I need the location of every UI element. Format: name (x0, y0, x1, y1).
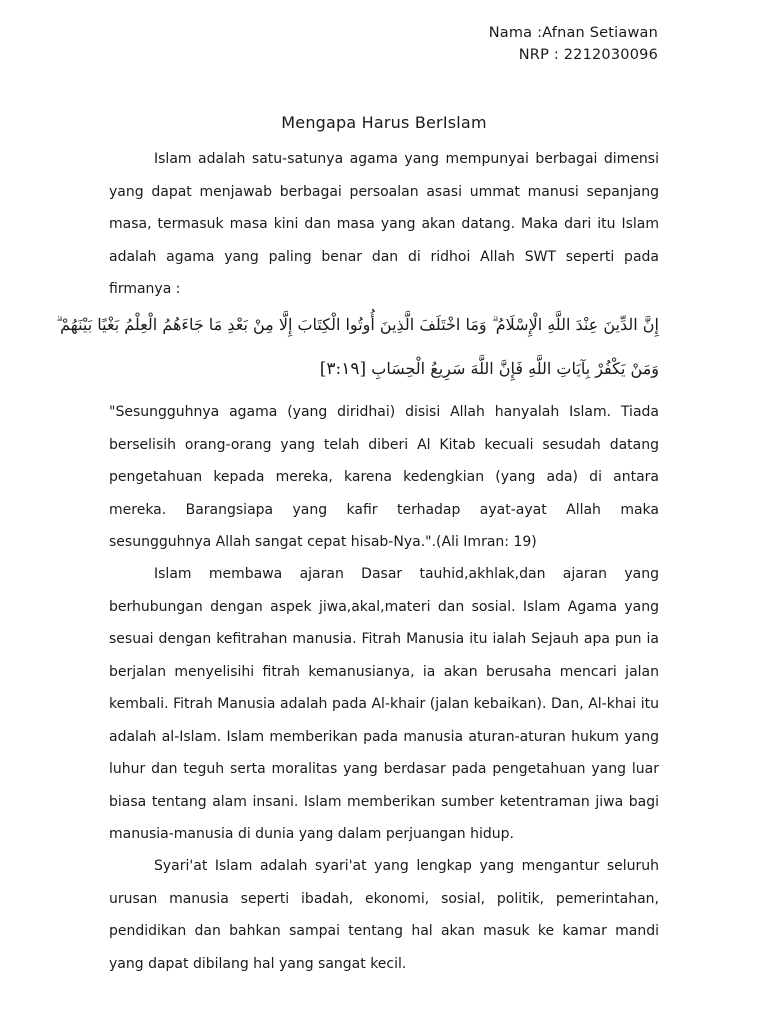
author-header (489, 22, 658, 66)
page-title: Mengapa Harus BerIslam (281, 113, 487, 132)
body-paragraph-3: Syari'at Islam adalah syari'at yang lengkap yang mengantur seluruh urusan manusia seperti ibadah, ekonomi, sosial, politik, pemerintahan, pendidikan dan bahkan sampai tentang hal akan masuk ke kamar mandi yang dapat dibilang hal yang sangat kecil. (109, 858, 659, 972)
body-paragraph-2: Islam membawa ajaran Dasar tauhid,akhlak,dan ajaran yang berhubungan dengan aspek jiwa,akal,materi dan sosial. Islam Agama yang sesuai dengan kefitrahan manusia. Fitrah Manusia itu ialah Sejauh apa pun ia berjalan menyelisihi fitrah kemanusianya, ia akan berusaha mencari jalan kembali. Fitrah Manusia adalah pada Al-khair (jalan kebaikan). Dan, Al-khai itu adalah al-Islam. Islam memberikan pada manusia aturan-aturan hukum yang luhur dan teguh serta moralitas yang berdasar pada pengetahuan yang luar biasa tentang alam insani. Islam memberikan sumber ketentraman jiwa bagi manusia-manusia di dunia yang dalam perjuangan hidup. (109, 566, 659, 842)
intro-paragraph: Islam adalah satu-satunya agama yang mempunyai berbagai dimensi yang dapat menjawab berbagai persoalan asasi ummat manusi sepanjang masa, termasuk masa kini dan masa yang akan datang. Maka dari itu Islam adalah agama yang paling benar dan di ridhoi Allah SWT seperti pada firmanya : (109, 151, 659, 297)
author-nrp: NRP : 2212030096 (518, 47, 658, 63)
translation-paragraph: "Sesungguhnya agama (yang diridhai) disisi Allah hanyalah Islam. Tiada berselisih orang-orang yang telah diberi Al Kitab kecuali sesudah datang pengetahuan kepada mereka, karena kedengkian (yang ada) di antara mereka. Barangsiapa yang kafir terhadap ayat-ayat Allah maka sesungguhnya Allah sangat cepat hisab-Nya.".(Ali Imran: 19) (109, 404, 659, 550)
author-name: Nama :Afnan Setiawan (488, 25, 658, 41)
verse-reference: [٣:١٩] (319, 359, 367, 379)
quran-verse-line-2 (109, 357, 659, 381)
quran-verse-text: وَمَنْ يَكْفُرْ بِآيَاتِ اللَّهِ فَإِنَّ اللَّهَ سَرِيعُ الْحِسَابِ (371, 359, 659, 378)
quran-verse-line-1: إِنَّ الدِّينَ عِنْدَ اللَّهِ الْإِسْلَامُ ۗ وَمَا اخْتَلَفَ الَّذِينَ أُوتُوا الْكِتَابَ إِلَّا مِنْ بَعْدِ مَا جَاءَهُمُ الْعِلْمُ بَغْيًا بَيْنَهُمْ ۗ (56, 315, 659, 334)
